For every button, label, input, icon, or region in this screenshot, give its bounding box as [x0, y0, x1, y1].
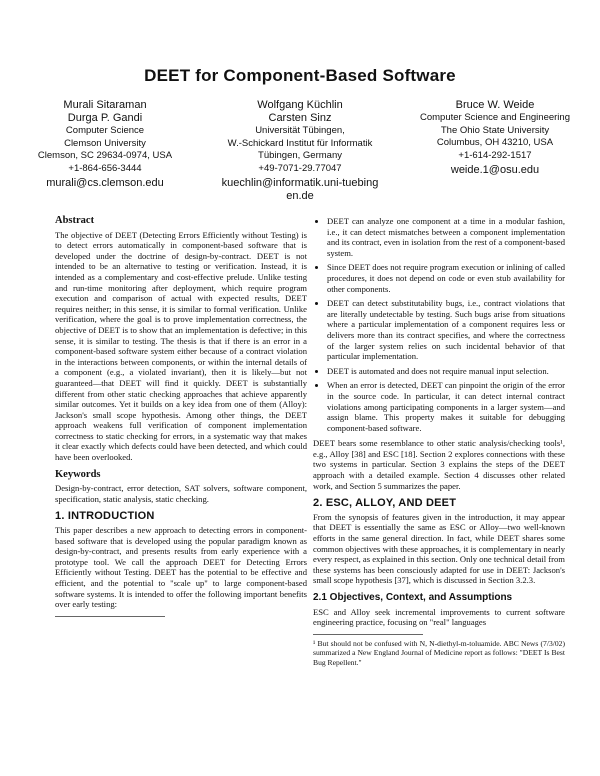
affiliation-line: Columbus, OH 43210, USA: [436, 137, 554, 148]
section-2-heading: 2. ESC, ALLOY, AND DEET: [313, 497, 457, 510]
abstract-heading: Abstract: [55, 215, 95, 226]
author-email: kuechlin@informatik.uni-tuebingen.de: [221, 177, 379, 202]
abstract-text: The objective of DEET (Detecting Errors Efficiently without Testing) is to detect errors automatically in component-based software that is developed under the doctrine of design-by-contract. DEET is not intended to be an alternative to testing or verification. Instead, it is intended as a complementary and cost-effective prelude. Unlike testing and run-time monitoring after deployment, which require program execution and comparison of actual with expected results, DEET requires neither; in this sense, it is similar to formal verification. Unlike verification, where the goal is to prove implementation correctness, the objective of DEET is to show that an implementation is defective; in this sense, it is similar to testing. The thesis is that if there is an error in a component-based software system either because of a contract violation in the interactions between components, or within the internal details of a component (e.g., a violated invariant), then it is likely—but not guaranteed—that DEET will find it quickly. DEET is substantially different from other static checking approaches that achieve apparently similar outcomes. Yet it builds on a key idea from one of them (Alloy): Jackson's small scope hypothesis. Among other things, the DEET approach weakens full verification of component implementation correctness to static checking for errors, in a systematic way that makes it clear exactly which defects could have been detected, and which could have been overlooked.: [55, 229, 307, 463]
section-2-1-text: ESC and Alloy seek incremental improvements to current software engineering practice, focusing on "real" languages: [313, 606, 565, 628]
author-block-1: [10, 99, 200, 190]
author-name: Murali Sitaraman: [63, 99, 147, 111]
keywords-heading: Keywords: [55, 468, 101, 480]
affiliation-line: Computer Science and Engineering: [420, 112, 570, 123]
list-item: • When an error is detected, DEET can pinpoint the origin of the error in the source code. In particular, it can detect internal contract violations among participating components in a larger system—and assign blame. This property makes it suitable for debugging component-based software.: [327, 380, 565, 433]
phone-line: +1-864-656-3444: [68, 162, 142, 174]
affiliation-line: Clemson, SC 29634-0974, USA: [37, 150, 173, 161]
author-block-2: [205, 99, 395, 203]
author-name: Wolfgang Küchlin: [257, 99, 343, 111]
author-name: Durga P. Gandi: [67, 112, 143, 124]
left-column: [55, 216, 307, 621]
benefit-list: [313, 216, 565, 433]
section-2-1-heading: 2.1 Objectives, Context, and Assumptions: [313, 592, 513, 603]
overview-paragraph: DEET bears some resemblance to other static analysis/checking tools¹, e.g., Alloy [38] and ESC [18]. Section 2 explores connections with these two systems in particular. Section 3 explains the steps of the DEET approach with a detailed example. Section 4 discusses other related work, and Section 5 summarizes the paper.: [313, 438, 565, 491]
column-end-rule: [55, 616, 165, 617]
list-item: • DEET can detect substitutability bugs, i.e., contract violations that are literally undetectable by testing. Such bugs arise from situations where a particular implementation of a component requires less or delivers more than its contract specifies, and where the correctness of the larger system relies on such incidental behavior of that particular implementation.: [327, 298, 565, 362]
author-name: Bruce W. Weide: [455, 99, 535, 111]
page-title: DEET for Component-Based Software: [144, 66, 456, 85]
author-email: murali@cs.clemson.edu: [46, 177, 164, 189]
intro-heading: 1. INTRODUCTION: [55, 510, 155, 523]
list-item: • Since DEET does not require program execution or inlining of called procedures, it does not depend on code or even stub availability for other components.: [327, 262, 565, 294]
affiliation-line: Clemson University: [64, 137, 146, 149]
keywords-text: Design-by-contract, error detection, SAT solvers, software component, specification, static analysis, static checking.: [55, 483, 307, 504]
section-2-text: From the synopsis of features given in the introduction, it may appear that DEET is essentially the same as ESC or Alloy—two well-known efforts in the same general direction. In fact, while DEET shares some common objectives with these approaches, it is complementary in nearly every respect, as explained in this section. Only one technical detail from these systems has been consciously adapted for use in DEET: Jackson's small scope hypothesis [37], which is discussed in Section 3.2.3.: [313, 511, 565, 586]
affiliation-line: Universität Tübingen,: [255, 125, 345, 136]
footnote: ¹ But should not be confused with N, N-diethyl-m-toluamide. ABC News (7/3/02) summarized a New England Journal of Medicine report as follows: "DEET Is Best Bug Repellent.": [313, 638, 565, 667]
affiliation-line: Computer Science: [65, 125, 145, 136]
author-block-3: [400, 99, 590, 177]
phone-line: +1-614-292-1517: [458, 149, 532, 161]
affiliation-line: Tübingen, Germany: [258, 150, 342, 161]
affiliation-line: W.-Schickard Institut für Informatik: [227, 137, 373, 149]
author-name: Carsten Sinz: [268, 112, 332, 124]
right-column: [313, 216, 565, 667]
phone-line: +49-7071-29.77047: [258, 162, 342, 174]
list-item: • DEET can analyze one component at a time in a modular fashion, i.e., it can detect mismatches between a component implementation and its contract, even in isolation from the rest of a component-based system.: [327, 216, 565, 258]
intro-text: This paper describes a new approach to detecting errors in component-based software that is developed using the popular paradigm known as design-by-contract, and presents results from early experience with a prototype tool. We call the approach DEET for Detecting Errors Efficiently without Testing. DEET has the potential to be effective and efficient, and the potential to "scale up" to large component-based software systems. It is intended to offer the following important benefits over early testing:: [55, 525, 307, 610]
affiliation-line: The Ohio State University: [440, 124, 550, 136]
author-email: weide.1@osu.edu: [450, 164, 540, 176]
footnote-rule: [313, 634, 423, 635]
list-item: • DEET is automated and does not require manual input selection.: [327, 366, 565, 377]
